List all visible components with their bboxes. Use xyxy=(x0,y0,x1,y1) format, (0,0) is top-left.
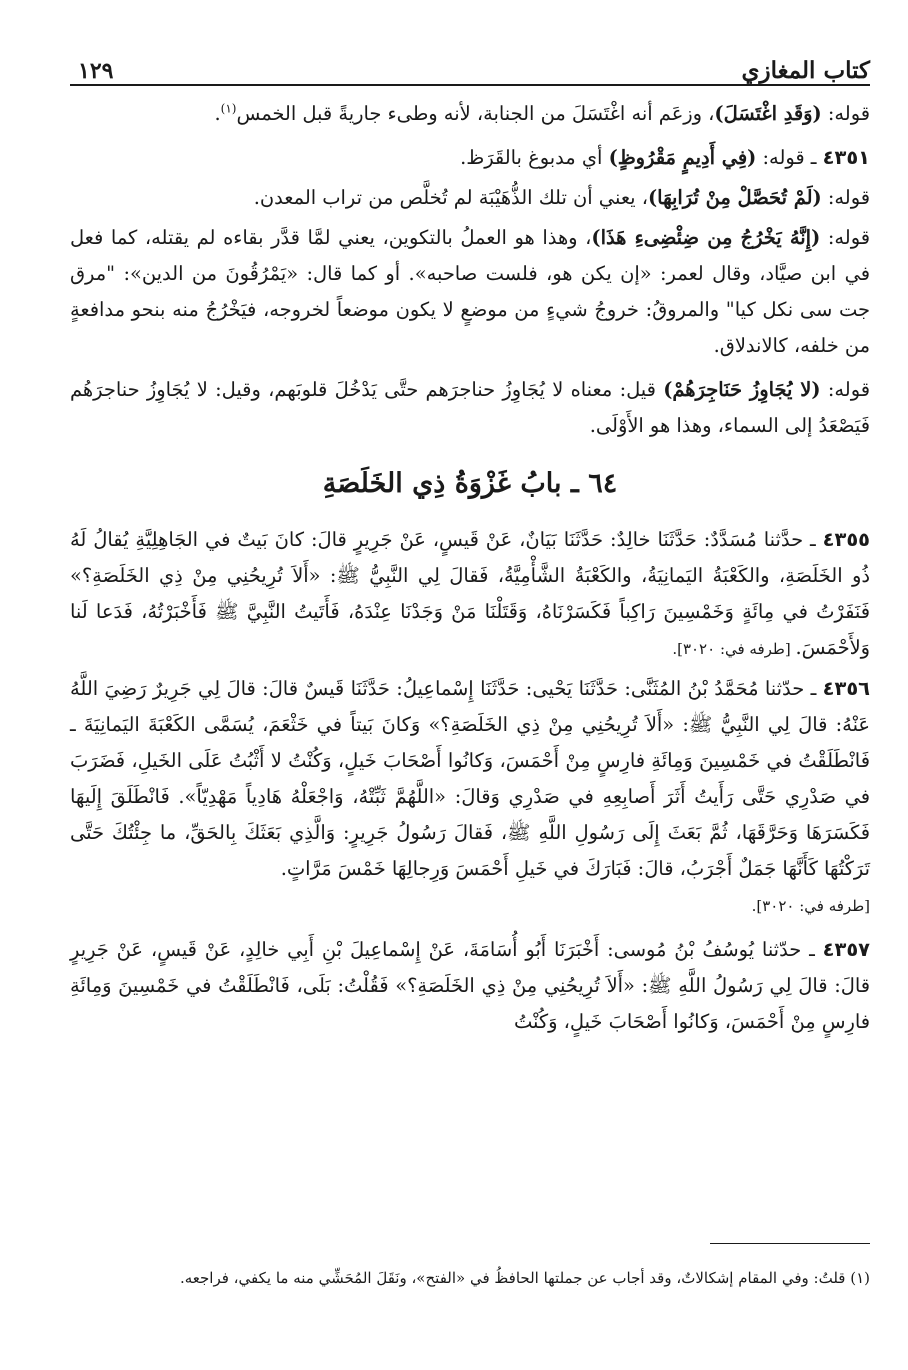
cross-reference: [طرفه في: ٣٠٢٠]. xyxy=(672,640,796,658)
quoted-phrase: (إِنَّهُ يَخْرُجُ مِن ضِئْضِىءِ هَذَا) xyxy=(591,226,821,249)
commentary-paragraph xyxy=(70,140,870,176)
paragraph-end: . xyxy=(214,102,221,125)
commentary-paragraph xyxy=(70,220,870,364)
chapter-title: ٦٤ ـ بابُ غَزْوَةُ ذِي الخَلَصَةِ xyxy=(322,468,618,499)
paragraph-text: ، يعني أن تلك الذُّهَيْبَة لم تُخلَّص من تراب المعدن. xyxy=(253,186,648,209)
paragraph-lead: قوله: xyxy=(821,102,870,125)
footnote-divider xyxy=(710,1243,870,1244)
paragraph-text: ، وزعَم أنه اغْتَسَلَ من الجنابة، لأنه وطىء جاريةً قبل الخمس xyxy=(236,102,715,125)
quoted-phrase: (لا يُجَاوِزُ حَنَاجِرَهُمْ) xyxy=(663,378,821,401)
hadith-number: ٤٣٥٥ xyxy=(822,528,870,551)
hadith-text: ـ حدّثنا يُوسُفُ بْنُ مُوسى: أَخْبَرَنَا أَبُو أُسَامَةَ، عَنْ إِسْماعِيلَ بْنِ أَبِي خالِدٍ، عَنْ قَيسٍ، عَنْ جَرِيرٍ قالَ: قالَ لِي رَسُولُ اللَّهِ ﷺ: «أَلاَ تُرِيحُنِي مِنْ ذِي الخَلَصَةِ؟» فَقُلْتُ: بَلَى، فَانْطَلَقْتُ في خَمْسِينَ وَمِائَةِ فارِسٍ مِنْ أَحْمَسَ، وَكانُوا أَصْحَابَ خَيلٍ، وَكُنْتُ xyxy=(70,938,870,1033)
hadith-paragraph xyxy=(70,671,870,924)
footnotes xyxy=(70,1263,870,1293)
quoted-phrase: (فِي أَدِيمٍ مَقْرُوظٍ) xyxy=(608,146,757,169)
hadith-number: ٤٣٥١ xyxy=(822,146,870,169)
hadith-text: ـ حدّثنا مُحَمَّدُ بْنُ المُثَنَّى: حَدَّثَنَا يَحْيى: حَدَّثَنَا إِسْماعِيلُ: حَدَّثَنَا قَيسٌ قالَ: قالَ لِي جَرِيرٌ رَضِيَ اللَّهُ عَنْهُ: قالَ لِي النَّبِيُّ ﷺ: «أَلاَ تُرِيحُنِي مِنْ ذِي الخَلَصَةِ؟» وَكانَ بَيتاً في خَثْعَمَ، يُسَمَّى الكَعْبَةَ اليَمانِيَةَ ـ فَانْطَلَقْتُ في خَمْسِينَ وَمِائَةِ فارِسٍ مِنْ أَحْمَسَ، وَكانُوا أَصْحَابَ خَيلٍ، وَكُنْتُ لا أَثْبُتُ عَلَى الخَيلِ، فَضَرَبَ في صَدْرِي حَتَّى رَأَيتُ أَثَرَ أَصابِعِهِ في صَدْرِي وَقالَ: «اللَّهُمَّ ثَبِّتْهُ، وَاجْعَلْهُ هَادِياً مَهْدِيّاً». فَانْطَلَقَ إِلَيهَا فَكَسَرَهَا وَحَرَّقَهَا، ثُمَّ بَعَثَ إِلَى رَسُولِ اللَّهِ ﷺ، فَقالَ رَسُولُ جَرِيرٍ: وَالَّذِي بَعَثَكَ بِالحَقِّ، ما جِئْتُكَ حَتَّى تَرَكْتُهَا كَأَنَّهَا جَمَلٌ أَجْرَبُ، قالَ: فَبَارَكَ في خَيلِ أَحْمَسَ وَرِجالِهَا خَمْسَ مَرَّاتٍ. xyxy=(70,677,870,880)
commentary-paragraph xyxy=(70,96,870,132)
hadith-paragraph xyxy=(70,932,870,1040)
footnote-marker[interactable]: (١) xyxy=(220,101,237,116)
page-body xyxy=(70,96,870,1040)
commentary-paragraph xyxy=(70,180,870,216)
hadith-paragraph xyxy=(70,522,870,667)
quoted-phrase: (وَقَدِ اغْتَسَلَ) xyxy=(714,102,822,125)
book-title: كتاب المغازي xyxy=(741,57,870,84)
hadith-number: ٤٣٥٧ xyxy=(822,938,870,961)
hadith-number: ٤٣٥٦ xyxy=(822,677,870,700)
hadith-text: ـ حدَّثنا مُسَدَّدٌ: حَدَّثَنَا خالِدٌ: حَدَّثَنَا بَيَانٌ، عَنْ قَيسٍ، عَنْ جَرِيرٍ قالَ: كانَ بَيتٌ في الجَاهِلِيَّةِ يُقالُ لَهُ ذُو الخَلَصَةِ، والكَعْبَةُ اليَمانِيَةُ، والكَعْبَةُ الشَّأْمِيَّةُ، فَقالَ لِي النَّبِيُّ ﷺ: «أَلاَ تُرِيحُنِي مِنْ ذِي الخَلَصَةِ؟» فَنَفَرْتُ في مِائَةٍ وَخَمْسِينَ رَاكِباً فَكَسَرْنَاهُ، وَقَتَلْنَا مَنْ وَجَدْنَا عِنْدَهُ، فَأَتَيتُ النَّبِيَّ ﷺ فَأَخْبَرْتُهُ، فَدَعا لَنا وَلأَحْمَسَ. xyxy=(70,528,870,659)
paragraph-lead: قوله: xyxy=(821,186,870,209)
paragraph-lead: قوله: xyxy=(820,226,870,249)
paragraph-lead: ـ قوله: xyxy=(756,146,823,169)
commentary-paragraph xyxy=(70,372,870,444)
paragraph-text: ، وهذا هو العملُ بالتكوين، يعني لمَّا قدَّر بقاءه لم يقتله، كما فعل في ابن صيَّاد، وقال لعمر: «إن يكن هو، فلست صاحبه». أو كما قال: «يَمْرُقُونَ من الدين»: "مرق جت سى نكل كيا" والمروقُ: خروجُ شيءٍ من موضعٍ لا يكون موضعاً لخروجه، فيَخْرُجُ منه بنحو مدافعةٍ من خلفه، كالاندلاق. xyxy=(70,226,870,357)
quoted-phrase: (لَمْ تُحَصَّلْ مِنْ تُرَابِهَا) xyxy=(648,186,822,209)
cross-reference: [طرفه في: ٣٠٢٠]. xyxy=(751,897,870,915)
page-header xyxy=(70,40,870,86)
paragraph-lead: قوله: xyxy=(820,378,870,401)
page-number: ١٢٩ xyxy=(78,58,114,84)
footnote: (١) قلتُ: وفي المقام إشكالاتٌ، وقد أجاب عن جملتها الحافظُ في «الفتح»، ونَقَلَ المُحَشِّي منه ما يكفي، فراجعه. xyxy=(179,1269,870,1287)
paragraph-text: قيل: معناه لا يُجَاوِزُ حناجرَهم حتَّى يَدْخُلَ قلوبَهم، وقيل: لا يُجَاوِزُ حناجرَهُم فَيَصْعَدُ إلى السماء، وهذا هو الأَوْلَى. xyxy=(70,378,870,437)
paragraph-text: أي مدبوغ بالقَرَظ. xyxy=(460,146,609,169)
book-page xyxy=(70,40,870,1340)
